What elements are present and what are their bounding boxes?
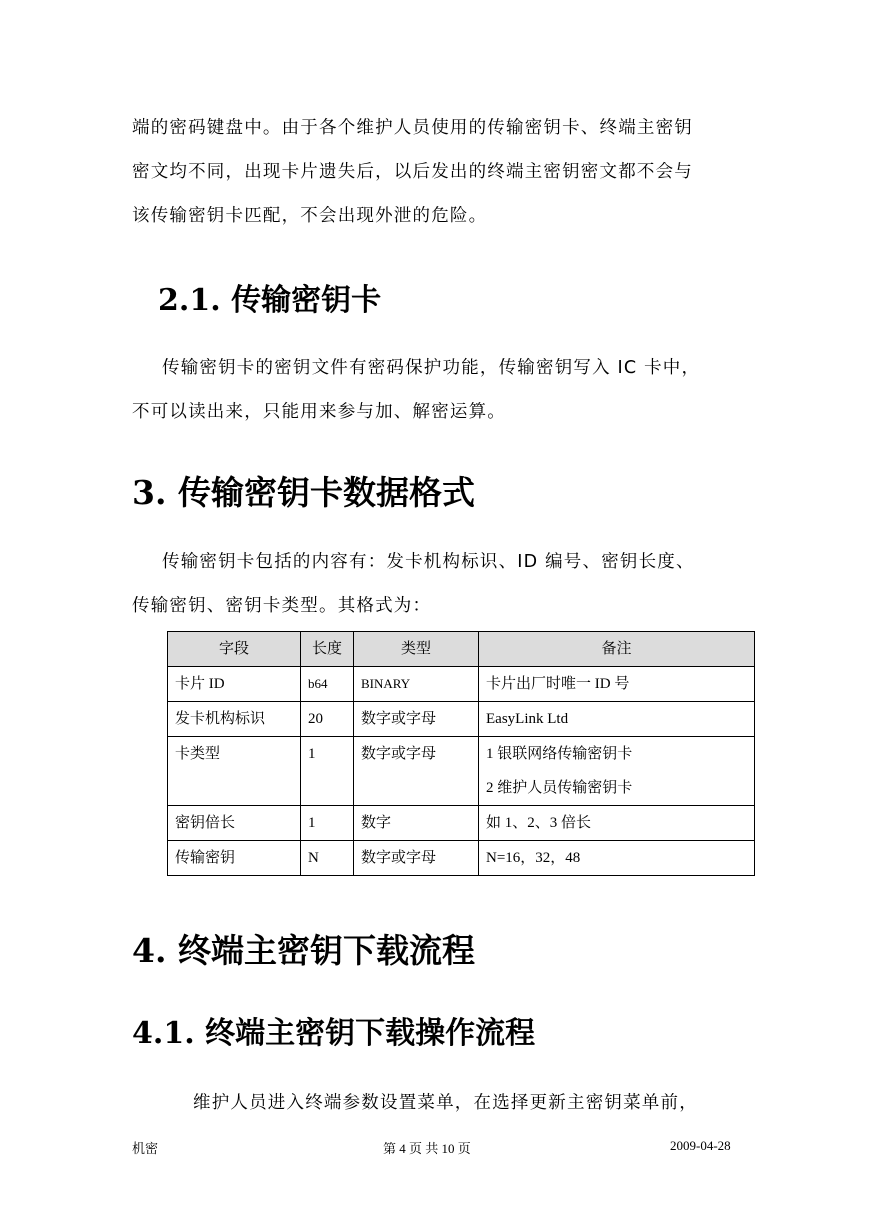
cell-remark: EasyLink Ltd: [479, 702, 755, 737]
cell-length: 20: [301, 702, 354, 737]
cell-length: 1: [301, 737, 354, 806]
footer-page-number: 第 4 页 共 10 页: [383, 1141, 471, 1156]
cell-field: 密钥倍长: [168, 806, 301, 841]
heading-3: 3. 传输密钥卡数据格式: [132, 473, 475, 512]
table-row: [168, 737, 755, 806]
heading-4-1: 4.1. 终端主密钥下载操作流程: [132, 1016, 536, 1051]
section-4-1-line-1: 维护人员进入终端参数设置菜单，在选择更新主密钥菜单前，: [193, 1093, 698, 1113]
cell-field: 发卡机构标识: [168, 702, 301, 737]
footer-date: 2009-04-28: [670, 1138, 731, 1153]
cell-type: 数字或字母: [354, 737, 479, 806]
header-type: 类型: [354, 632, 479, 667]
heading-4: 4. 终端主密钥下载流程: [132, 931, 475, 970]
cell-remark: [479, 737, 755, 806]
card-format-table: [167, 631, 755, 876]
section-3-line-2: 传输密钥、密钥卡类型。其格式为：: [132, 596, 432, 616]
intro-line-3: 该传输密钥卡匹配，不会出现外泄的危险。: [132, 206, 488, 226]
table-row: [168, 841, 755, 876]
cell-type: 数字或字母: [354, 702, 479, 737]
cell-field: 卡片 ID: [168, 667, 301, 702]
footer-confidential: 机密: [132, 1141, 159, 1156]
header-length: 长度: [301, 632, 354, 667]
cell-length: N: [301, 841, 354, 876]
section-2-1-line-2: 不可以读出来，只能用来参与加、解密运算。: [132, 402, 506, 422]
cell-length: b64: [301, 667, 354, 702]
cell-length: 1: [301, 806, 354, 841]
table-row: [168, 806, 755, 841]
cell-remark: N=16，32，48: [479, 841, 755, 876]
cell-remark: 如 1、2、3 倍长: [479, 806, 755, 841]
header-field: 字段: [168, 632, 301, 667]
cell-remark-line-2: 2 维护人员传输密钥卡: [486, 780, 633, 796]
cell-type: 数字或字母: [354, 841, 479, 876]
table-header-row: [168, 632, 755, 667]
table-row: [168, 702, 755, 737]
heading-2-1: 2.1. 传输密钥卡: [158, 283, 382, 318]
section-3-line-1: 传输密钥卡包括的内容有：发卡机构标识、ID 编号、密钥长度、: [162, 552, 695, 572]
intro-line-2: 密文均不同，出现卡片遗失后，以后发出的终端主密钥密文都不会与: [132, 162, 693, 182]
table-row: [168, 667, 755, 702]
section-2-1-line-1: 传输密钥卡的密钥文件有密码保护功能，传输密钥写入 IC 卡中，: [162, 358, 701, 378]
header-remark: 备注: [479, 632, 755, 667]
cell-type: BINARY: [354, 667, 479, 702]
cell-field: 传输密钥: [168, 841, 301, 876]
cell-field: 卡类型: [168, 737, 301, 806]
intro-line-1: 端的密码键盘中。由于各个维护人员使用的传输密钥卡、终端主密钥: [132, 118, 693, 138]
cell-remark-line-1: 1 银联网络传输密钥卡: [486, 746, 633, 762]
cell-remark: 卡片出厂时唯一 ID 号: [479, 667, 755, 702]
cell-type: 数字: [354, 806, 479, 841]
